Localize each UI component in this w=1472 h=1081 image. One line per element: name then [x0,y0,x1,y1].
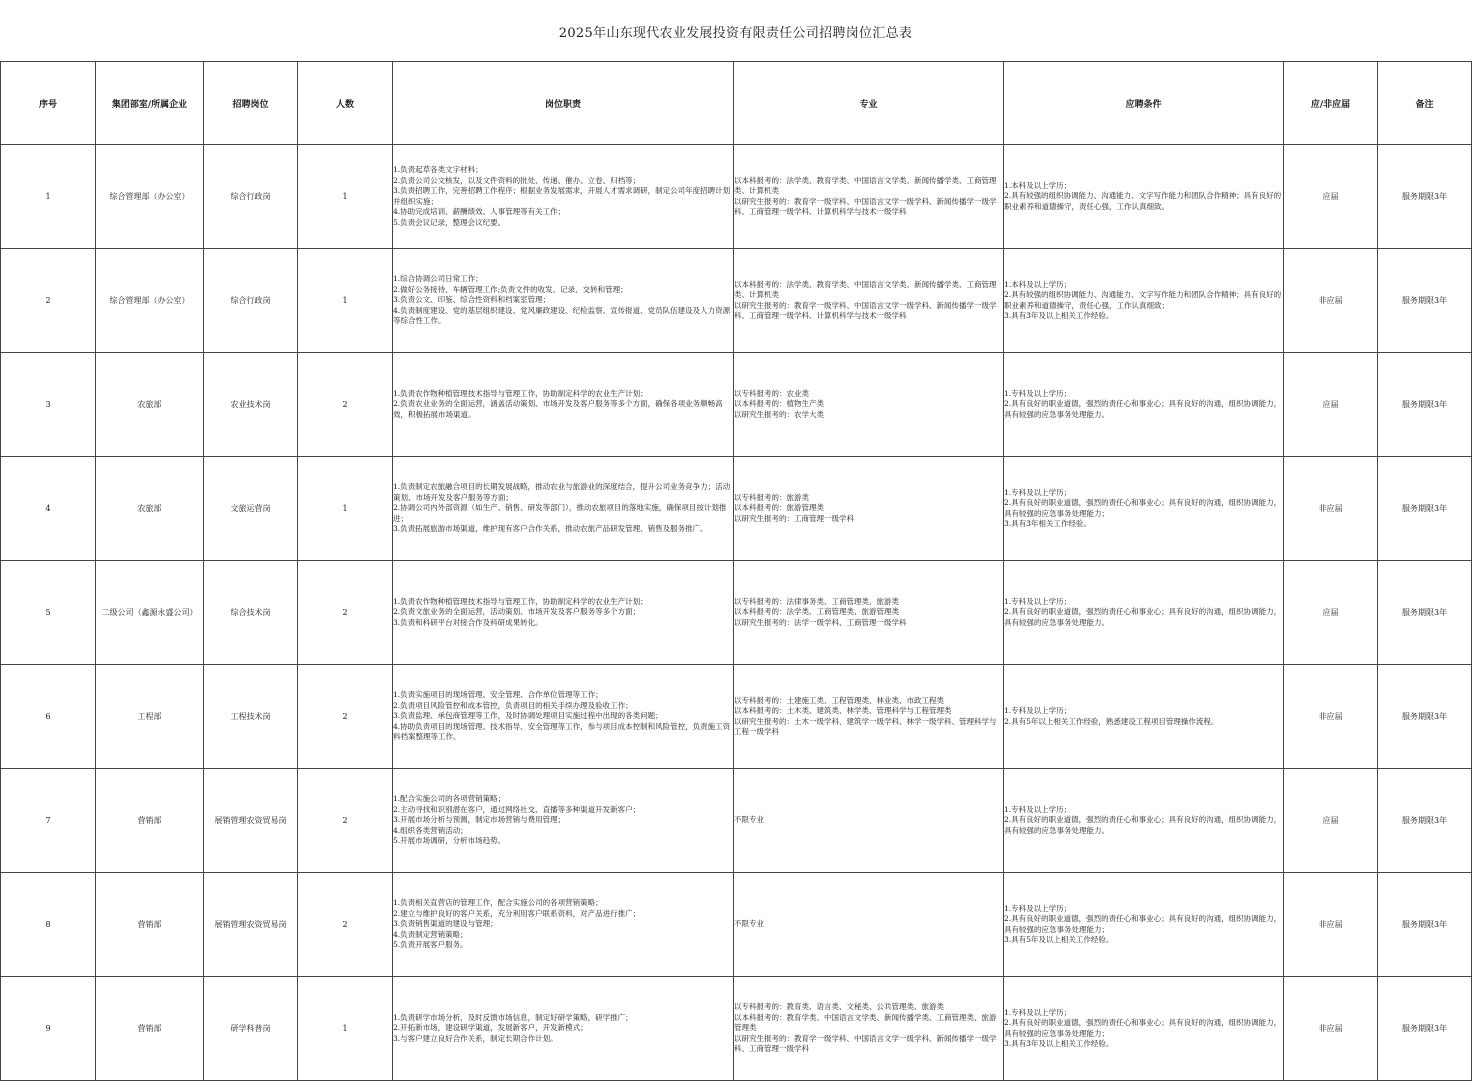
row-duties-line: 2.主动寻找和识别潜在客户，通过网络社交、直播等多种渠道开发新客户； [393,804,641,814]
row-post: 研学科普岗 [204,977,298,1081]
header-remark: 备注 [1378,62,1472,145]
table-row [1,769,1472,873]
row-major-line: 以研究生报考的：教育学一级学科、中国语言文学一级学科、新闻传播学一级学科、工商管理一级学科、计算机科学与技术一级学科 [734,196,997,216]
row-major-line: 以本科报考的：土木类、建筑类、林学类、管理科学与工程管理类 以研究生报考的：土木一级学科、建筑学一级学科、林学一级学科、管理科学与工程一级学科 [734,706,1014,736]
row-duties-line: 2.做好公务接待、车辆管理工作;负责文件的收发、记录、交转和管理； [393,284,628,294]
row-dept: 农旅部 [96,353,204,457]
row-major-line: 不限专业 [734,919,764,929]
row-duties-line: 1.负责起草各类文字材料； [393,165,483,174]
row-duties [393,145,734,249]
row-requirements-line: 3.具有3年及以上相关工作经验。 [1004,1039,1114,1048]
row-requirements [1004,873,1284,977]
row-major [734,353,1004,457]
row-duties-line: 1.负责研学市场分析，及时反馈市场信息，制定好研学策略，研学推广； [393,1012,633,1022]
row-duties-line: 1.配合实施公司的各项营销策略； [393,794,506,804]
header-post: 招聘岗位 [204,62,298,145]
row-count: 1 [298,457,393,561]
row-no: 9 [1,977,96,1081]
row-major-line: 以本科报考的：法学类、教育学类、中国语言文学类、新闻传播学类、工商管理类、计算机类 [734,175,997,195]
row-major [734,145,1004,249]
row-requirements-line: 2.具有较强的组织协调能力、沟通能力、文字写作能力和团队合作精神；具有良好的职业素养和道德操守，责任心强，工作认真细致。 [1004,191,1282,211]
row-major [734,873,1004,977]
row-major-line: 以研究生报考的：农学大类 [734,409,824,419]
row-requirements [1004,977,1284,1081]
row-duties-line: 3.负责和科研平台对接合作及科研成果转化。 [393,617,543,627]
row-count: 2 [298,561,393,665]
row-duties-line: 4.组织各类营销活动； [393,825,468,835]
row-duties [393,873,734,977]
row-requirements-line: 2.具有5年以上相关工作经验，熟悉建设工程项目管理操作流程。 [1004,716,1219,726]
row-no: 7 [1,769,96,873]
row-requirements-line: 2.具有较强的组织协调能力、沟通能力、文字写作能力和团队合作精神；具有良好的职业素养和道德操守，责任心强，工作认真细致； [1004,290,1282,310]
table-row [1,249,1472,353]
row-duties-line: 1.负责农作物种植管理技术指导与管理工作，协助制定科学的农业生产计划； [393,596,648,606]
row-requirements-line: 1.专科及以上学历； [1004,388,1072,398]
row-fresh: 应届 [1284,145,1378,249]
row-post: 综合行政岗 [204,145,298,249]
row-major-line: 以研究生报考的：工商管理一级学科 [734,513,854,523]
row-dept: 农旅部 [96,457,204,561]
row-remark: 服务期限3年 [1378,769,1472,873]
row-fresh: 非应届 [1284,457,1378,561]
row-duties-line: 5.开展市场调研，分析市场趋势。 [393,836,506,846]
row-duties-line: 2.负责农业业务的全面运营，涵盖活动策划、市场开发及客户服务等多个方面，确保各项业务顺畅高效，积极拓展市场渠道。 [393,399,723,419]
row-remark: 服务期限3年 [1378,665,1472,769]
row-duties-line: 4.协助负责项目的现场管理、技术指导、安全管理等工作，参与项目成本控制和风险管控，负责施工资料档案整理等工作。 [393,721,731,742]
row-duties-line: 4.负责制定营销策略； [393,929,468,939]
row-major-line: 以专科报考的：教育类、语言类、文秘类、公共管理类、旅游类 [734,1002,944,1012]
row-post: 展销管理农资贸易岗 [204,769,298,873]
row-requirements-line: 2.具有良好的职业道德，强烈的责任心和事业心；具有良好的沟通，组织协调能力，具有较强的应急事务处理能力； [1004,498,1282,518]
row-requirements-line: 3.具有3年相关工作经验。 [1004,519,1091,528]
row-duties [393,769,734,873]
header-major: 专业 [734,62,1004,145]
row-duties-line: 3.负责招聘工作，完善招聘工作程序；根据业务发展需求，开展人才需求调研，制定公司年度招聘计划并组织实施； [393,186,731,206]
header-row [1,62,1472,145]
row-remark: 服务期限3年 [1378,977,1472,1081]
row-no: 8 [1,873,96,977]
row-no: 2 [1,249,96,353]
row-major-line: 以本科报考的：法学类、教育学类、中国语言文学类、新闻传播学类、工商管理类、计算机类 [734,279,997,299]
row-fresh: 应届 [1284,561,1378,665]
row-requirements [1004,561,1284,665]
row-remark: 服务期限3年 [1378,561,1472,665]
header-dept: 集团部室/所属企业 [96,62,204,145]
row-count: 2 [298,353,393,457]
row-dept: 营销部 [96,769,204,873]
row-major-line: 不限专业 [734,815,764,825]
row-post: 综合技术岗 [204,561,298,665]
row-duties-line: 1.负责制定农旅融合项目的长期发展战略，推动农业与旅游业的深度结合，提升公司业务竞争力；活动策划、市场开发及客户服务等方面； [393,482,731,502]
row-duties-line: 3.与客户建立良好合作关系，制定长期合作计划。 [393,1033,558,1043]
table-row [1,353,1472,457]
header-no: 序号 [1,62,96,145]
row-duties-line: 1.综合协调公司日常工作； [393,274,483,284]
row-duties-line: 3.负责监理、承包商管理等工作，及时协调处理项目实施过程中出现的各类问题； [393,711,663,721]
row-major-line: 以本科报考的：植物生产类 [734,399,824,409]
row-dept: 工程部 [96,665,204,769]
row-requirements-line: 1.专科及以上学历； [1004,596,1072,606]
row-requirements-line: 2.具有良好的职业道德，强烈的责任心和事业心；具有良好的沟通，组织协调能力，具有较强的应急事务处理能力； [1004,1018,1282,1038]
row-requirements-line: 1.专科及以上学历； [1004,706,1072,715]
row-major [734,665,1014,769]
row-major [734,769,1004,873]
row-requirements-line: 1.本科及以上学历； [1004,279,1072,289]
row-duties-line: 2.协调公司内外部资源（如生产、销售、研发等部门），推动农旅项目的落地实施，确保项目按计划推进； [393,503,727,523]
row-no: 6 [1,665,96,769]
row-major-line: 以本科报考的：教育学类、中国语言文学类、新闻传播学类、工商管理类、旅游管理类 [734,1012,997,1033]
row-duties-line: 3.开展市场分析与预测，制定市场营销与费用管理； [393,815,566,825]
row-remark: 服务期限3年 [1378,145,1472,249]
row-fresh: 非应届 [1284,977,1378,1081]
row-major [734,457,1004,561]
row-duties-line: 4.负责制度建设、党的基层组织建设、党风廉政建设、纪检监察、宣传报道、党员队伍建设及人力资源等综合性工作。 [393,305,731,326]
header-count: 人数 [298,62,393,145]
row-major-line: 以研究生报考的：法学一级学科、工商管理一级学科 [734,617,907,627]
row-major-line: 以专科报考的：旅游类 [734,492,809,502]
row-duties-line: 3.负责销售渠道的建设与管理； [393,919,498,929]
row-duties-line: 1.负责相关直营店的管理工作，配合实施公司的各项营销策略； [393,898,603,908]
row-duties-line: 2.负责项目风险管控和成本管控，负责项目的相关手续办理及验收工作； [393,700,633,710]
row-major-line: 以研究生报考的：教育学一级学科、中国语言文学一级学科、新闻传播学一级学科、工商管理一级学科 [734,1033,997,1054]
row-requirements-line: 2.具有良好的职业道德，强烈的责任心和事业心；具有良好的沟通，组织协调能力，具有较强的应急事务处理能力； [1004,914,1282,934]
row-count: 2 [298,665,393,769]
row-major [734,249,1004,353]
row-remark: 服务期限3年 [1378,249,1472,353]
row-duties [393,977,734,1081]
row-count: 2 [298,873,393,977]
row-post: 农业技术岗 [204,353,298,457]
row-fresh: 应届 [1284,769,1378,873]
row-major-line: 以专科报考的：法律事务类、工商管理类、旅游类 [734,596,899,606]
row-duties-line: 1.负责农作物种植管理技术指导与管理工作，协助制定科学的农业生产计划； [393,388,648,398]
row-requirements-line: 1.专科及以上学历； [1004,804,1072,814]
row-duties [393,665,734,769]
row-requirements-line: 1.专科及以上学历； [1004,1007,1072,1017]
row-dept: 二级公司（鑫源永盛公司） [96,561,204,665]
header-fresh: 应/非应届 [1284,62,1378,145]
row-requirements-line: 2.具有良好的职业道德，强烈的责任心和事业心；具有良好的沟通，组织协调能力，具有较强的应急事务处理能力。 [1004,815,1282,835]
table-row [1,665,1472,769]
row-duties [393,249,734,353]
table-row [1,145,1472,249]
recruitment-table [0,61,1472,1081]
row-duties-line: 2.开拓新市场，建设研学渠道，发展新客户，开发新模式； [393,1023,588,1033]
row-dept: 综合管理部（办公室） [96,145,204,249]
row-major [734,561,1004,665]
row-duties-line: 4.协助完成培训、薪酬绩效、人事管理等有关工作； [393,207,566,216]
row-major [734,977,1004,1081]
row-duties-line: 2.建立与维护良好的客户关系，充分利用客户联系资料，对产品进行推广； [393,908,641,918]
row-remark: 服务期限3年 [1378,353,1472,457]
row-duties-line: 5.负责开展客户服务。 [393,940,468,950]
table-row [1,977,1472,1081]
row-dept: 营销部 [96,873,204,977]
row-requirements [1004,353,1284,457]
row-duties-line: 2.负责文旅业务的全面运营，活动策划、市场开发及客户服务等多个方面； [393,607,641,617]
row-count: 1 [298,977,393,1081]
row-dept: 综合管理部（办公室） [96,249,204,353]
row-major-line: 以研究生报考的：教育学一级学科、中国语言文学一级学科、新闻传播学一级学科、工商管理一级学科、计算机科学与技术一级学科 [734,300,997,320]
row-remark: 服务期限3年 [1378,873,1472,977]
row-duties-line: 3.负责公文、印鉴、综合性资料和档案室管理； [393,295,551,305]
row-post: 展销管理农资贸易岗 [204,873,298,977]
row-fresh: 应届 [1284,353,1378,457]
row-duties-line: 1.负责实施项目的现场管理、安全管理、合作单位管理等工作； [393,690,603,700]
table-row [1,873,1472,977]
row-duties [393,457,734,561]
row-remark: 服务期限3年 [1378,457,1472,561]
table-row [1,457,1472,561]
row-post: 工程技术岗 [204,665,298,769]
row-requirements [1004,665,1284,769]
row-count: 1 [298,249,393,353]
row-count: 2 [298,769,393,873]
row-count: 1 [298,145,393,249]
row-requirements-line: 1.专科及以上学历； [1004,903,1072,913]
row-requirements-line: 3.具有3年及以上相关工作经验。 [1004,311,1114,320]
table-row [1,561,1472,665]
row-dept: 营销部 [96,977,204,1081]
row-requirements [1004,249,1284,353]
header-requirements: 应聘条件 [1004,62,1284,145]
row-no: 4 [1,457,96,561]
row-major-line: 以本科报考的：旅游管理类 [734,503,824,513]
row-requirements-line: 2.具有良好的职业道德，强烈的责任心和事业心；具有良好的沟通，组织协调能力，具有较强的应急事务处理能力。 [1004,399,1282,419]
row-duties-line: 3.负责拓展旅游市场渠道，维护现有客户合作关系，推动农旅产品研发管理、销售及服务推广。 [393,524,708,534]
row-post: 综合行政岗 [204,249,298,353]
row-requirements [1004,769,1284,873]
row-fresh: 非应届 [1284,873,1378,977]
row-major-line: 以专科报考的：农业类 [734,388,809,398]
row-no: 1 [1,145,96,249]
row-major-line: 以本科报考的：法学类、工商管理类、旅游管理类 [734,607,899,617]
row-fresh: 非应届 [1284,249,1378,353]
row-duties-line: 2.负责公司公文核发，以及文件资料的批处、传递、催办、立卷、归档等； [393,175,641,185]
row-requirements-line: 1.本科及以上学历； [1004,180,1072,190]
row-post: 文旅运营岗 [204,457,298,561]
page-title: 2025年山东现代农业发展投资有限责任公司招聘岗位汇总表 [558,25,913,41]
row-requirements-line: 3.具有5年及以上相关工作经验。 [1004,935,1114,944]
row-requirements-line: 1.专科及以上学历； [1004,487,1072,497]
row-duties [393,561,734,665]
row-requirements-line: 2.具有良好的职业道德，强烈的责任心和事业心；具有良好的沟通，组织协调能力，具有较强的应急事务处理能力。 [1004,607,1282,627]
row-no: 3 [1,353,96,457]
header-duties: 岗位职责 [393,62,734,145]
row-duties-line: 5.负责会议记录，整理会议纪要。 [393,217,506,227]
row-no: 5 [1,561,96,665]
row-fresh: 非应届 [1284,665,1378,769]
row-requirements [1004,145,1284,249]
row-duties [393,353,734,457]
row-requirements [1004,457,1284,561]
row-major-line: 以专科报考的：土建施工类、工程管理类、林业类、市政工程类 [734,695,944,705]
